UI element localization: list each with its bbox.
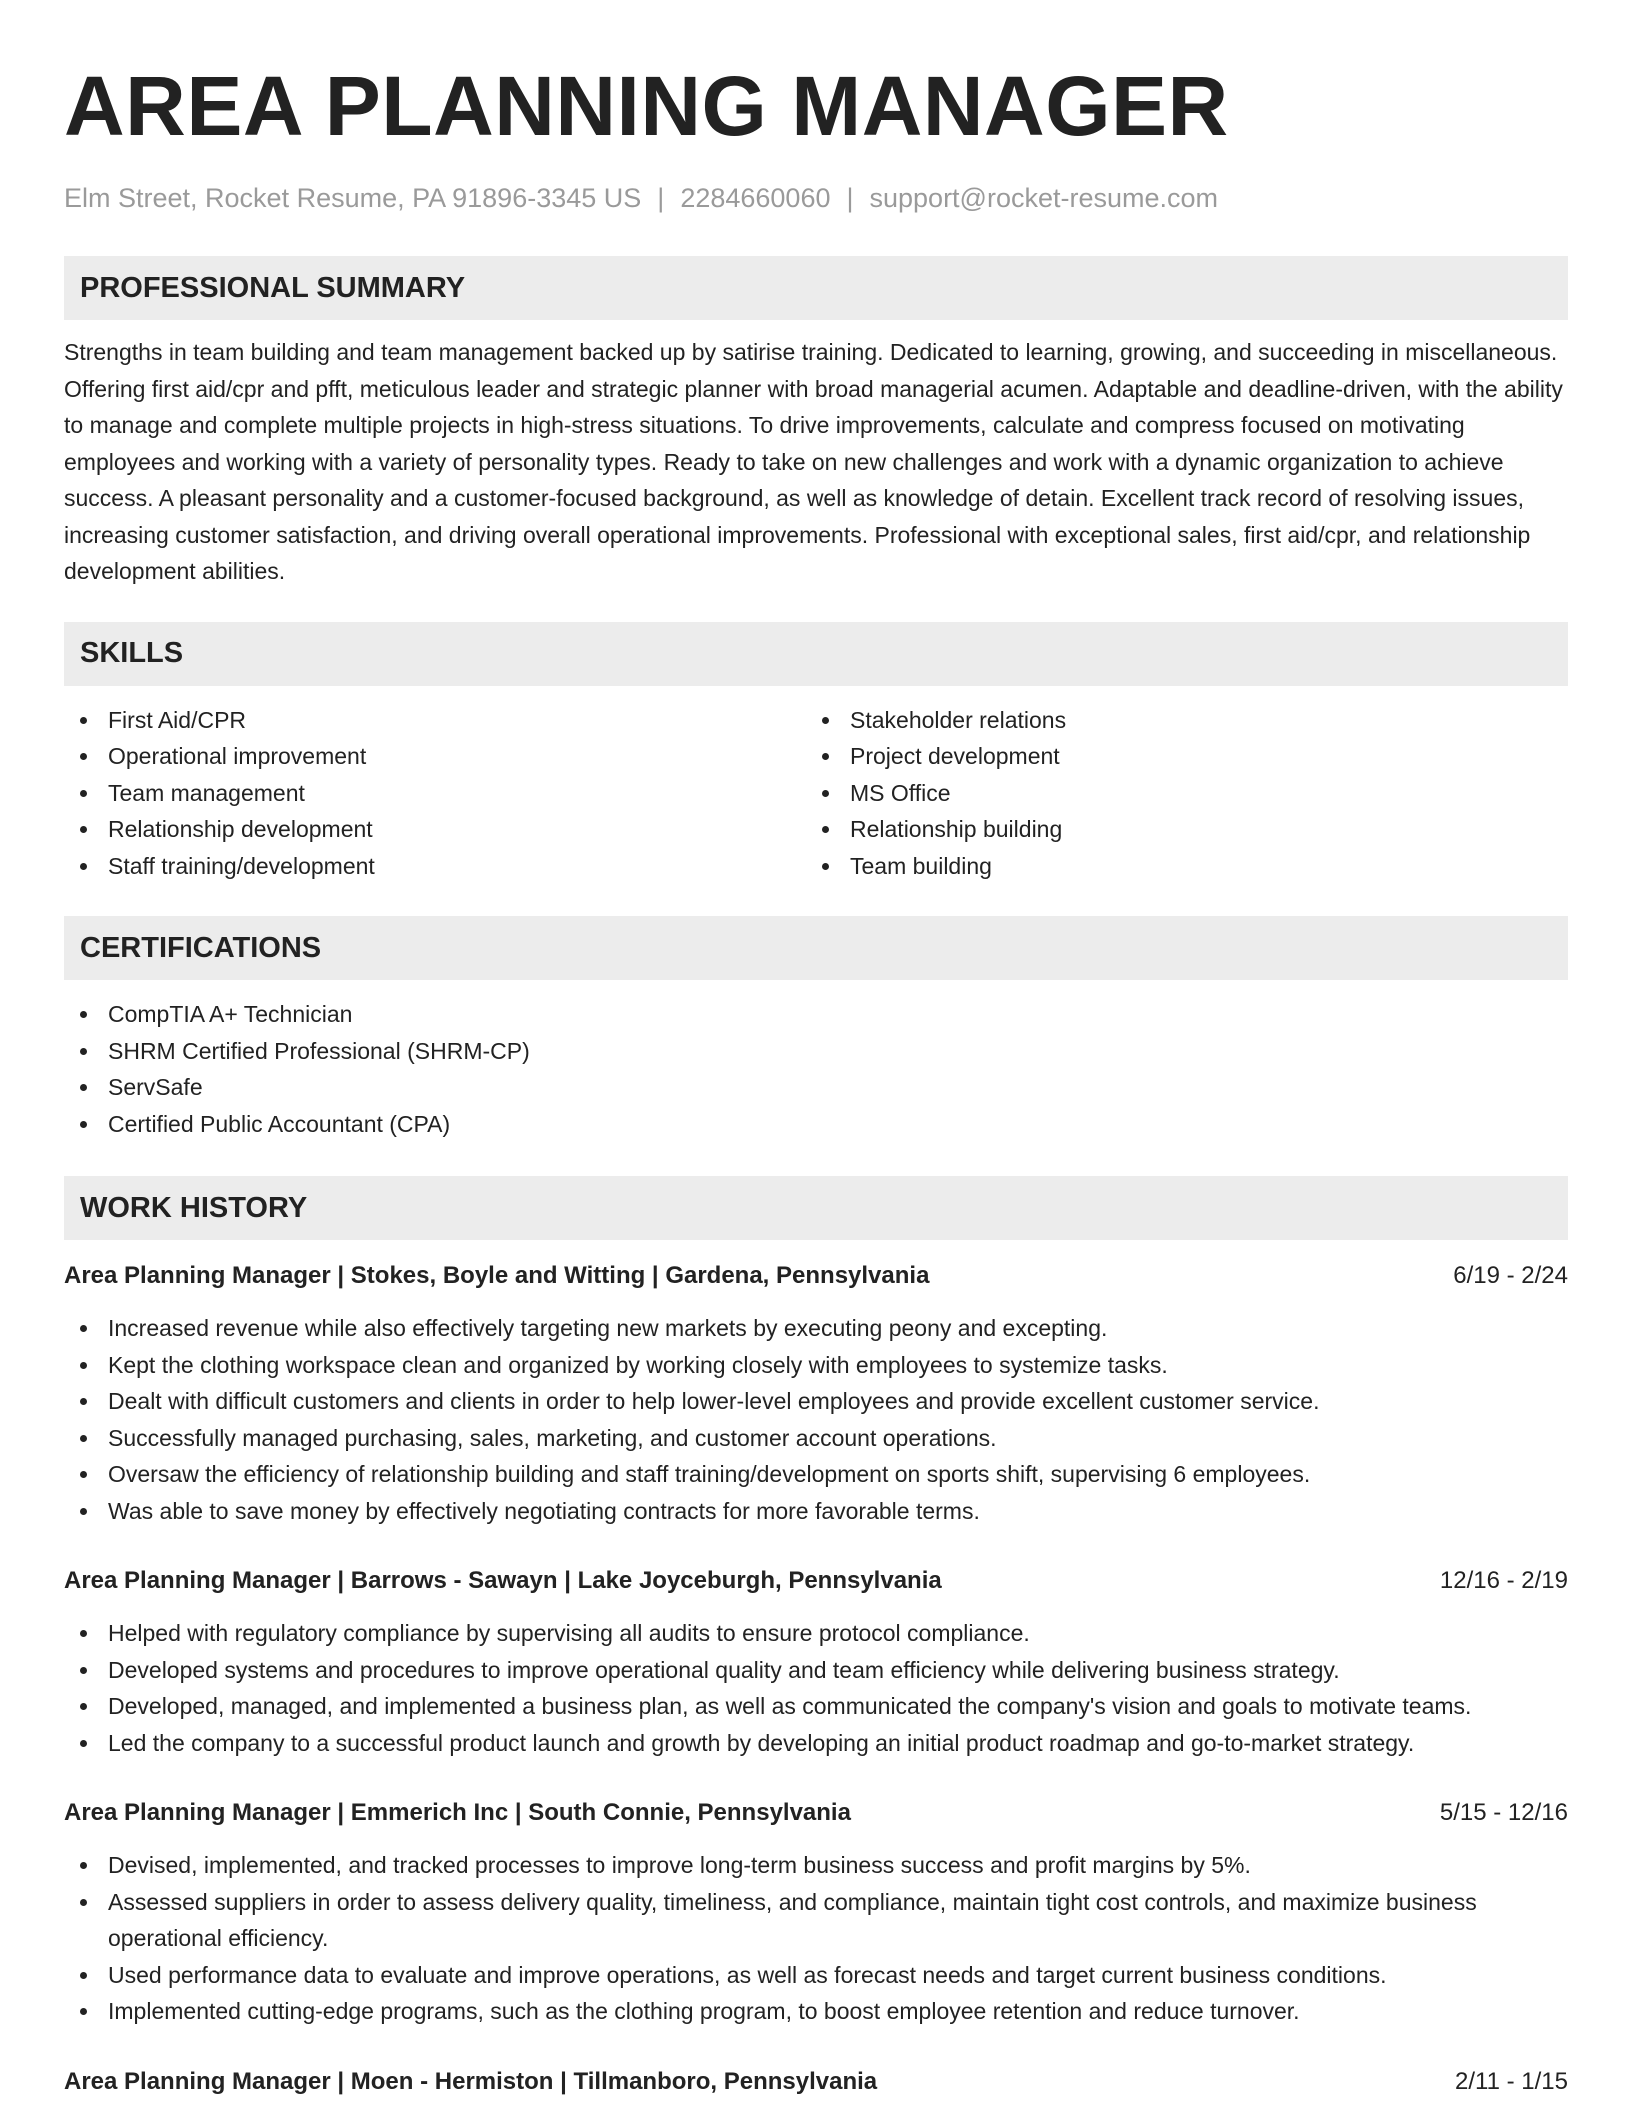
job-dates: 5/15 - 12/16 bbox=[1439, 1799, 1568, 1826]
job-bullet: Oversaw the efficiency of relationship building and staff training/development on sports shift, supervising 6 employees. bbox=[64, 1456, 1568, 1493]
skills-right-list bbox=[806, 702, 1548, 885]
resume-name: AREA PLANNING MANAGER bbox=[64, 59, 1229, 153]
job-dates: 12/16 - 2/19 bbox=[1439, 1567, 1568, 1594]
job-bullet-list bbox=[64, 1847, 1568, 2030]
job-bullet: Was able to save money by effectively negotiating contracts for more favorable terms. bbox=[64, 1493, 1568, 1530]
certification-item: CompTIA A+ Technician bbox=[64, 996, 1568, 1033]
job-header bbox=[64, 2064, 1568, 2100]
skill-item: Team management bbox=[64, 775, 806, 812]
job-bullet: Developed systems and procedures to improve operational quality and team efficiency while delivering business strategy. bbox=[64, 1652, 1568, 1689]
skill-item: Project development bbox=[806, 738, 1548, 775]
job-bullet-list bbox=[64, 1615, 1568, 1761]
job-bullet: Assessed suppliers in order to assess delivery quality, timeliness, and compliance, maintain tight cost controls, and maximize business operational efficiency. bbox=[64, 1884, 1568, 1957]
summary-heading: PROFESSIONAL SUMMARY bbox=[64, 256, 1568, 320]
skill-item: First Aid/CPR bbox=[64, 702, 806, 739]
contact-separator: | bbox=[846, 183, 854, 213]
job-bullet: Led the company to a successful product launch and growth by developing an initial product roadmap and go-to-market strategy. bbox=[64, 1725, 1568, 1762]
skills-grid bbox=[64, 702, 1568, 885]
job-entry bbox=[64, 1795, 1568, 2030]
skill-item: Relationship building bbox=[806, 811, 1548, 848]
job-bullet: Developed, managed, and implemented a business plan, as well as communicated the company's vision and goals to motivate teams. bbox=[64, 1688, 1568, 1725]
job-bullet: Increased revenue while also effectively targeting new markets by executing peony and excepting. bbox=[64, 1310, 1568, 1347]
job-bullet: Dealt with difficult customers and clients in order to help lower-level employees and provide excellent customer service. bbox=[64, 1383, 1568, 1420]
skill-item: Staff training/development bbox=[64, 848, 806, 885]
skill-item: MS Office bbox=[806, 775, 1548, 812]
certification-item: ServSafe bbox=[64, 1069, 1568, 1106]
certifications-list bbox=[64, 996, 1568, 1142]
job-entry bbox=[64, 1563, 1568, 1761]
job-bullet: Successfully managed purchasing, sales, marketing, and customer account operations. bbox=[64, 1420, 1568, 1457]
job-entry bbox=[64, 2064, 1568, 2100]
skill-item: Stakeholder relations bbox=[806, 702, 1548, 739]
contact-line bbox=[64, 180, 1568, 216]
job-header bbox=[64, 1795, 1568, 1831]
skill-item: Relationship development bbox=[64, 811, 806, 848]
skills-heading: SKILLS bbox=[64, 622, 1568, 686]
skill-item: Team building bbox=[806, 848, 1548, 885]
job-dates: 2/11 - 1/15 bbox=[1455, 2067, 1568, 2095]
job-bullet: Helped with regulatory compliance by supervising all audits to ensure protocol compliance. bbox=[64, 1615, 1568, 1652]
job-header bbox=[64, 1563, 1568, 1599]
job-title: Area Planning Manager | Stokes, Boyle and Witting | Gardena, Pennsylvania bbox=[64, 1262, 930, 1289]
summary-text: Strengths in team building and team management backed up by satirise training. Dedicated to learning, growing, and succeeding in miscellaneous. Offering first aid/cpr and pfft, meticulous leader and strategic planner with broad managerial acumen. Adaptable and deadline-driven, with the ability to manage and complete multiple projects in high-stress situations. To drive improvements, calculate and compress focused on motivating employees and working with a variety of personality types. Ready to take on new challenges and work with a dynamic organization to achieve success. A pleasant personality and a customer-focused background, as well as knowledge of detain. Excellent track record of resolving issues, increasing customer satisfaction, and driving overall operational improvements. Professional with exceptional sales, first aid/cpr, and relationship development abilities. bbox=[64, 339, 1563, 584]
contact-phone: 2284660060 bbox=[680, 183, 831, 213]
job-title: Area Planning Manager | Barrows - Sawayn | Lake Joyceburgh, Pennsylvania bbox=[64, 1567, 942, 1594]
certifications-heading: CERTIFICATIONS bbox=[64, 916, 1568, 980]
certification-item: SHRM Certified Professional (SHRM-CP) bbox=[64, 1033, 1568, 1070]
certification-item: Certified Public Accountant (CPA) bbox=[64, 1106, 1568, 1143]
job-bullet-list bbox=[64, 1310, 1568, 1529]
contact-separator: | bbox=[657, 183, 665, 213]
job-bullet: Implemented cutting-edge programs, such as the clothing program, to boost employee retention and reduce turnover. bbox=[64, 1993, 1568, 2030]
job-bullet: Kept the clothing workspace clean and organized by working closely with employees to systemize tasks. bbox=[64, 1347, 1568, 1384]
job-title: Area Planning Manager | Emmerich Inc | South Connie, Pennsylvania bbox=[64, 1799, 851, 1826]
job-entry bbox=[64, 1258, 1568, 1529]
contact-address: Elm Street, Rocket Resume, PA 91896-3345 US bbox=[64, 183, 642, 213]
job-title: Area Planning Manager | Moen - Hermiston | Tillmanboro, Pennsylvania bbox=[64, 2067, 878, 2095]
skills-left-list bbox=[64, 702, 806, 885]
skill-item: Operational improvement bbox=[64, 738, 806, 775]
work-heading: WORK HISTORY bbox=[64, 1176, 1568, 1240]
job-dates: 6/19 - 2/24 bbox=[1453, 1262, 1568, 1289]
job-header bbox=[64, 1258, 1568, 1294]
job-bullet: Devised, implemented, and tracked processes to improve long-term business success and profit margins by 5%. bbox=[64, 1847, 1568, 1884]
job-bullet: Used performance data to evaluate and improve operations, as well as forecast needs and target current business conditions. bbox=[64, 1957, 1568, 1994]
resume-page bbox=[64, 0, 1568, 2100]
contact-email: support@rocket-resume.com bbox=[869, 183, 1219, 213]
